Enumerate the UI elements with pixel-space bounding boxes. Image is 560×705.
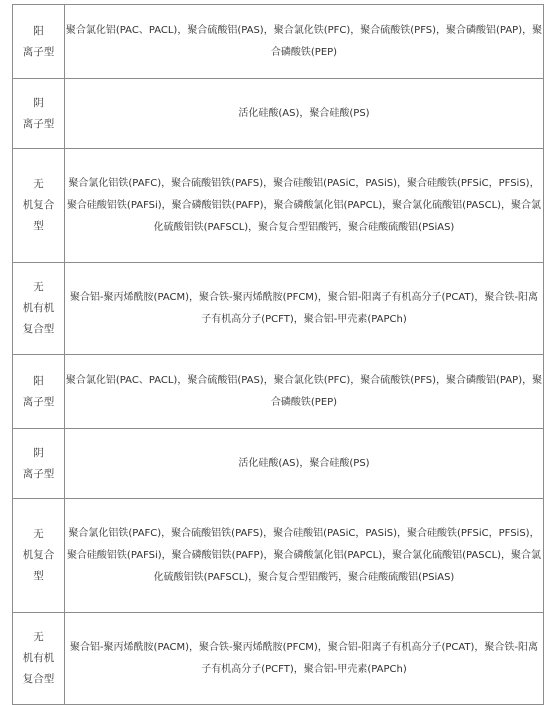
- category-label: 阳 离子型: [22, 24, 55, 58]
- category-label: 无 机复合 型: [22, 528, 55, 582]
- category-label: 阳 离子型: [22, 374, 55, 408]
- category-cell: [13, 499, 65, 613]
- table-row: [13, 613, 544, 705]
- description-cell: 聚合氯化铝铁(PAFC)，聚合硫酸铝铁(PAFS)，聚合硅酸铝(PASiC，PASiS)，聚合硅酸铁(PFSiC，PFSiS)，聚合硅酸铝铁(PAFSi)，聚合磷酸铝铁(PAFP)，聚合磷酸氯化铝(PAPCL)，聚合氯化硫酸铝(PASCL)，聚合氯化硫酸铝铁(PAFSCL)，聚合复合型铝酸钙，聚合硅酸硫酸铝(PSiAS): [65, 499, 544, 613]
- description-cell: 聚合铝-聚丙烯酰胺(PACM)，聚合铁-聚丙烯酰胺(PFCM)，聚合铝-阳离子有机高分子(PCAT)，聚合铁-阳离子有机高分子(PCFT)，聚合铝-甲壳素(PAPCh): [65, 613, 544, 705]
- table-row: [13, 149, 544, 263]
- coagulant-table: [12, 4, 544, 705]
- category-label: 无 机复合 型: [22, 178, 55, 232]
- table-row: [13, 79, 544, 149]
- table-row: [13, 263, 544, 355]
- description-cell: 聚合氯化铝铁(PAFC)，聚合硫酸铝铁(PAFS)，聚合硅酸铝(PASiC，PASiS)，聚合硅酸铁(PFSiC，PFSiS)，聚合硅酸铝铁(PAFSi)，聚合磷酸铝铁(PAFP)，聚合磷酸氯化铝(PAPCL)，聚合氯化硫酸铝(PASCL)，聚合氯化硫酸铝铁(PAFSCL)，聚合复合型铝酸钙，聚合硅酸硫酸铝(PSiAS): [65, 149, 544, 263]
- table-row: [13, 355, 544, 429]
- category-label: 无 机有机 复合型: [22, 281, 55, 335]
- description-cell: 聚合铝-聚丙烯酰胺(PACM)，聚合铁-聚丙烯酰胺(PFCM)，聚合铝-阳离子有机高分子(PCAT)，聚合铁-阳离子有机高分子(PCFT)，聚合铝-甲壳素(PAPCh): [65, 263, 544, 355]
- description-cell: 活化硅酸(AS)，聚合硅酸(PS): [65, 429, 544, 499]
- category-cell: [13, 613, 65, 705]
- category-label: 无 机有机 复合型: [22, 631, 55, 685]
- category-cell: [13, 149, 65, 263]
- table-row: [13, 499, 544, 613]
- table-row: [13, 5, 544, 79]
- category-cell: [13, 429, 65, 499]
- category-label: 阴 离子型: [22, 446, 55, 480]
- description-cell: 聚合氯化铝(PAC、PACL)，聚合硫酸铝(PAS)，聚合氯化铁(PFC)，聚合硫酸铁(PFS)，聚合磷酸铝(PAP)，聚合磷酸铁(PEP): [65, 355, 544, 429]
- category-cell: [13, 263, 65, 355]
- description-cell: 聚合氯化铝(PAC、PACL)，聚合硫酸铝(PAS)，聚合氯化铁(PFC)，聚合硫酸铁(PFS)，聚合磷酸铝(PAP)，聚合磷酸铁(PEP): [65, 5, 544, 79]
- table-row: [13, 429, 544, 499]
- category-cell: [13, 79, 65, 149]
- category-cell: [13, 5, 65, 79]
- category-label: 阴 离子型: [22, 96, 55, 130]
- category-cell: [13, 355, 65, 429]
- description-cell: 活化硅酸(AS)，聚合硅酸(PS): [65, 79, 544, 149]
